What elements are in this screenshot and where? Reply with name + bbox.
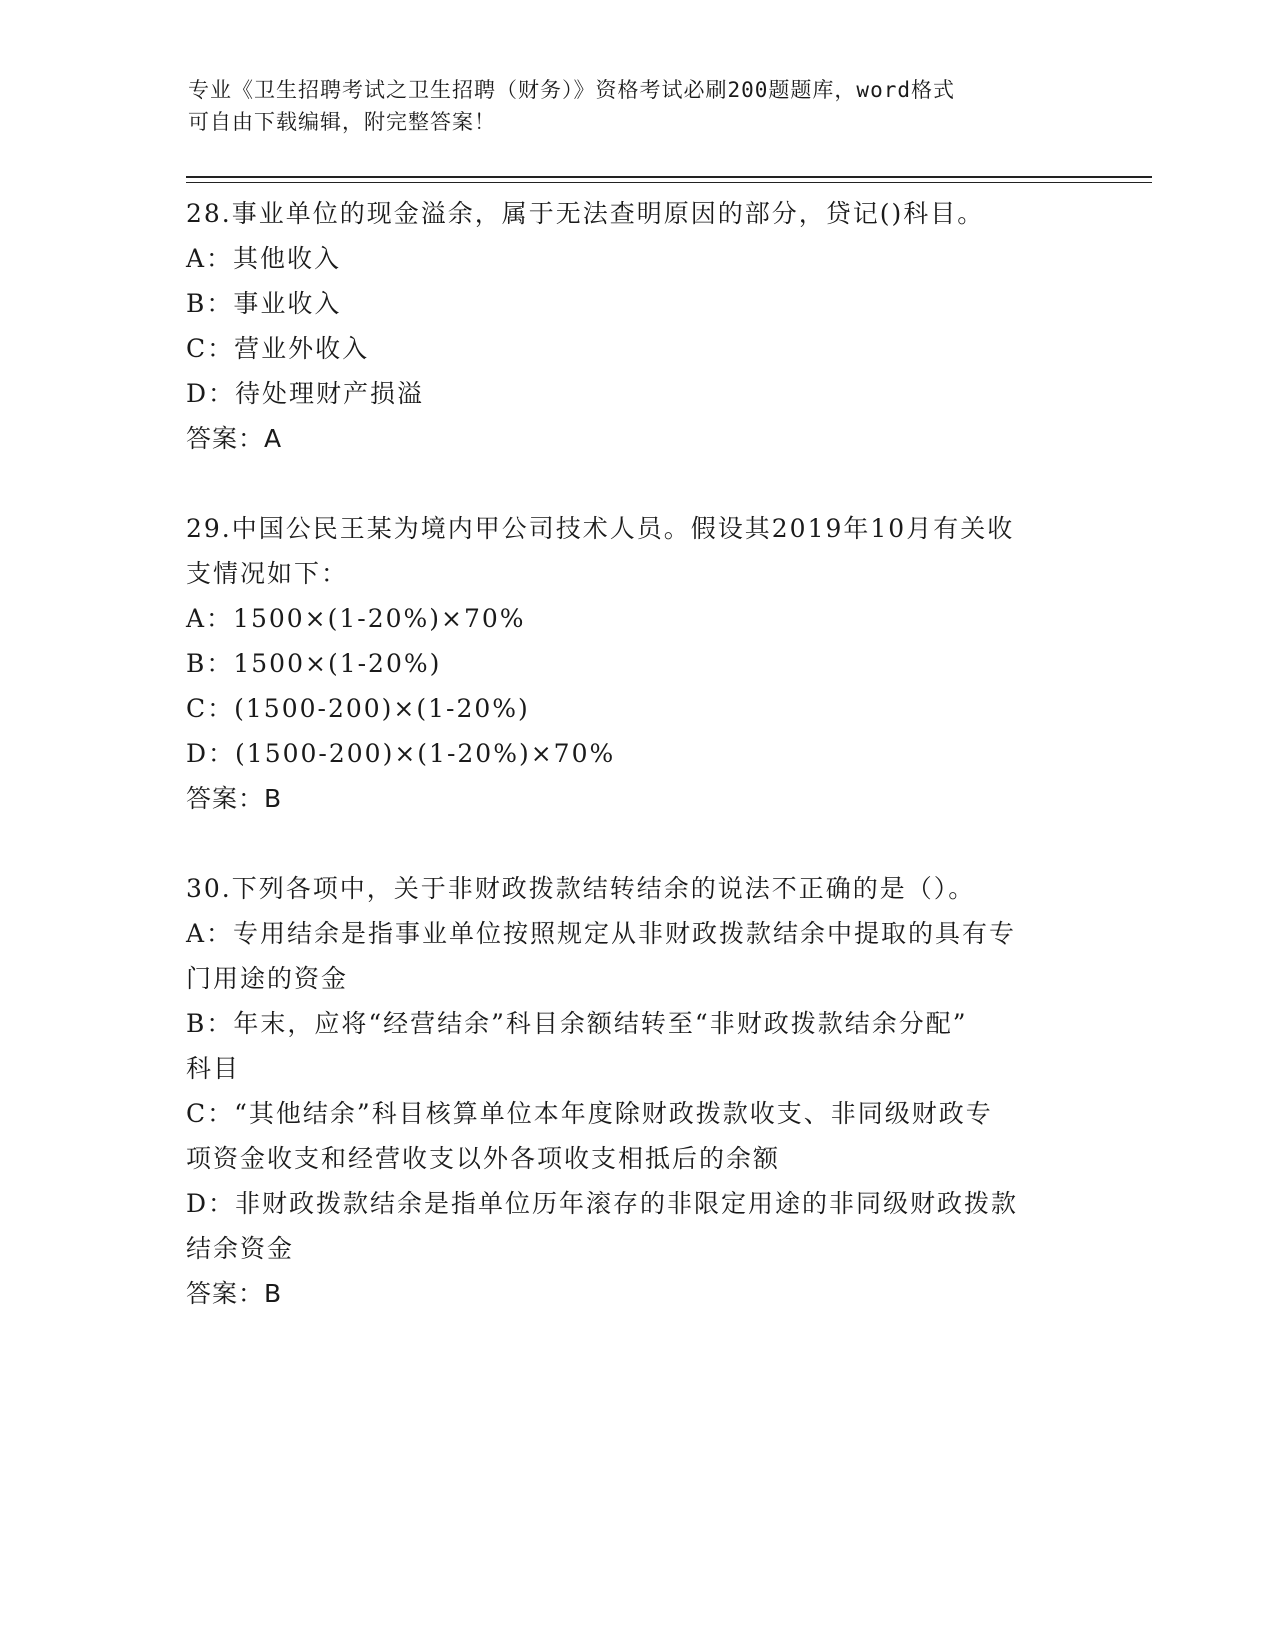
option-d-continued: 结余资金 [186, 1234, 295, 1263]
document-header [188, 74, 1068, 138]
header-divider-thin [186, 182, 1152, 183]
question-spacer [186, 821, 1086, 866]
question-stem-continued: 支情况如下： [186, 559, 349, 588]
option-b: B：年末，应将“经营结余”科目余额结转至“非财政拨款结余分配” [186, 1009, 968, 1038]
option-a: A：其他收入 [186, 244, 342, 273]
option-c: C：“其他结余”科目核算单位本年度除财政拨款收支、非同级财政专 [186, 1099, 993, 1128]
option-a: A：专用结余是指事业单位按照规定从非财政拨款结余中提取的具有专 [186, 919, 1017, 948]
option-d: D：非财政拨款结余是指单位历年滚存的非限定用途的非同级财政拨款 [186, 1189, 1019, 1218]
option-c-continued: 项资金收支和经营收支以外各项收支相抵后的余额 [186, 1144, 781, 1173]
answer-line: 答案：B [186, 784, 283, 813]
question-stem: 28.事业单位的现金溢余，属于无法查明原因的部分，贷记()科目。 [186, 199, 985, 228]
question-list [186, 191, 1086, 1316]
question-block [186, 506, 1086, 821]
answer-line: 答案：B [186, 1279, 283, 1308]
option-a: A：1500×(1-20%)×70% [186, 604, 526, 633]
header-line-2: 可自由下载编辑，附完整答案！ [188, 110, 496, 134]
option-d: D：待处理财产损溢 [186, 379, 425, 408]
option-b-continued: 科目 [186, 1054, 241, 1083]
question-block [186, 866, 1086, 1316]
option-d: D：(1500-200)×(1-20%)×70% [186, 739, 616, 768]
option-c: C：(1500-200)×(1-20%) [186, 694, 530, 723]
question-spacer [186, 461, 1086, 506]
option-b: B：事业收入 [186, 289, 342, 318]
header-line-1: 专业《卫生招聘考试之卫生招聘（财务）》资格考试必刷200题题库，word格式 [188, 78, 955, 102]
question-block [186, 191, 1086, 461]
option-a-continued: 门用途的资金 [186, 964, 349, 993]
option-c: C：营业外收入 [186, 334, 370, 363]
answer-line: 答案：A [186, 424, 283, 453]
header-divider-thick [186, 176, 1152, 178]
question-stem: 30.下列各项中，关于非财政拨款结转结余的说法不正确的是（）。 [186, 874, 976, 903]
question-stem: 29.中国公民王某为境内甲公司技术人员。假设其2019年10月有关收 [186, 514, 1015, 543]
option-b: B：1500×(1-20%) [186, 649, 442, 678]
